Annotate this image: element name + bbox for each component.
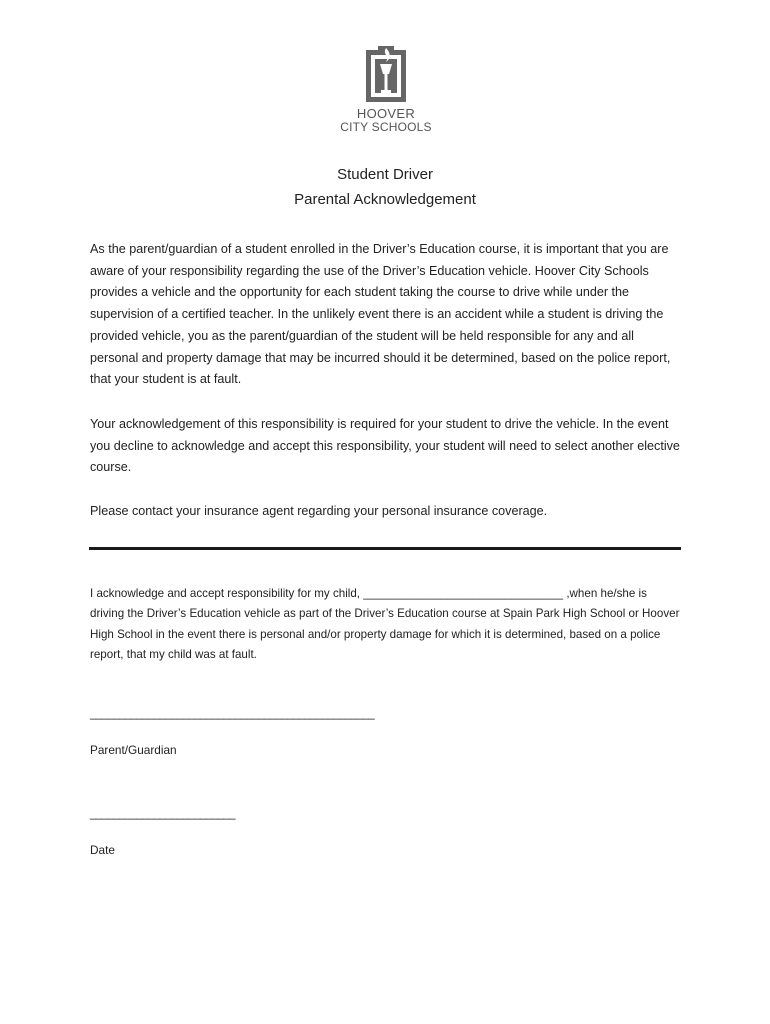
parent-signature-line: _________________________________________________ <box>90 708 374 720</box>
parent-signature-label: Parent/Guardian <box>90 743 177 757</box>
paragraph-insurance-contact: Please contact your insurance agent regarding your personal insurance coverage. <box>90 504 548 518</box>
acknowledgement-statement: I acknowledge and accept responsibility for my child, _______________________________ ,when he/she is driving the Driver’s Education vehicle as part of the Driver’s Education course at Spain Park High School or Hoover High School in the event there is personal and/or property damage for which it is determined, based on a police report, that my child was at fault. <box>90 587 680 661</box>
hoover-city-schools-logo <box>334 44 438 140</box>
paragraph-responsibility: As the parent/guardian of a student enrolled in the Driver’s Education course, it is important that you are aware of your responsibility regarding the use of the Driver’s Education vehicle. Hoover City Schools provides a vehicle and the opportunity for each student taking the course to drive while under the supervision of a certified teacher. In the unlikely event there is an accident while a student is driving the provided vehicle, you as the parent/guardian of the student will be held responsible for any and all personal and property damage that may be incurred should it be determined, based on the police report, that your student is at fault. <box>90 242 671 387</box>
date-signature-label: Date <box>90 843 115 857</box>
torch-emblem-icon <box>362 44 410 104</box>
section-divider <box>89 547 681 550</box>
logo-text-city-schools: CITY SCHOOLS <box>340 120 432 134</box>
document-title: Student Driver <box>337 166 433 183</box>
logo-text-hoover: HOOVER <box>356 106 416 121</box>
document-subtitle: Parental Acknowledgement <box>294 191 476 208</box>
paragraph-acknowledgement-required: Your acknowledgement of this responsibility is required for your student to drive the vehicle. In the event you decline to acknowledge and accept this responsibility, your student will need to select another elective course. <box>90 417 680 475</box>
date-signature-line: _________________________ <box>90 808 235 820</box>
